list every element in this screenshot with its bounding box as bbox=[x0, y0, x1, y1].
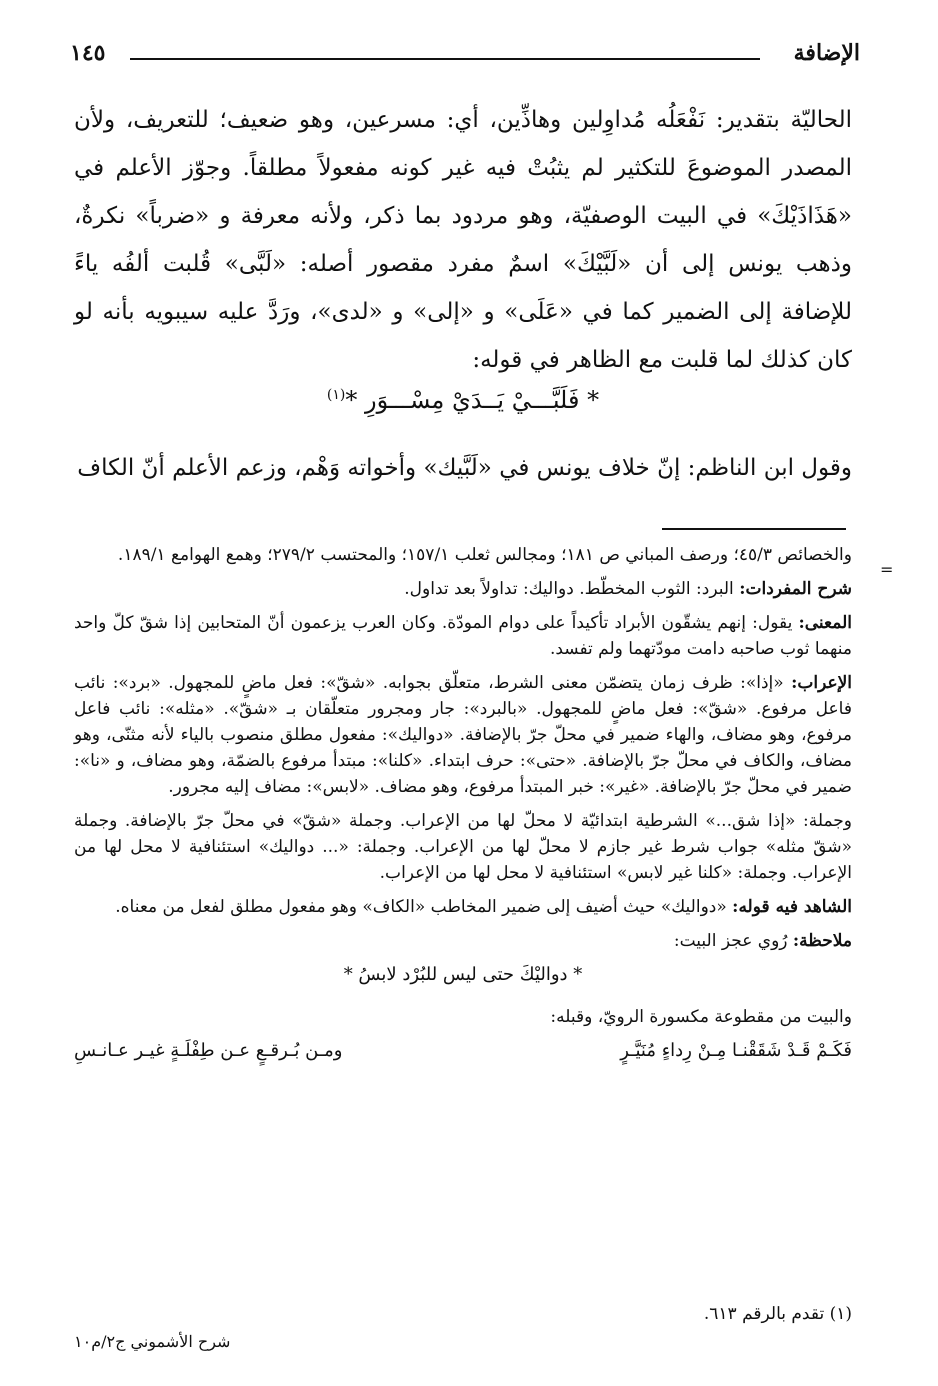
remark-note bbox=[74, 928, 852, 954]
continuation-marker: = bbox=[880, 560, 894, 579]
irab-label: الإعراب: bbox=[791, 673, 853, 693]
verse-first-hemistich: فَكَـمْ قَـدْ شَقَقْنـا مِـنْ رِداءٍ مُنَيَّـرٍ bbox=[620, 1040, 852, 1061]
poem-verse bbox=[74, 386, 852, 414]
shahid-label: الشاهد فيه قوله: bbox=[732, 897, 852, 917]
sources-note: والخصائص ٤٥/٣؛ ورصف المباني ص ١٨١؛ ومجالس ثعلب ١٥٧/١؛ والمحتسب ٢٧٩/٢؛ وهمع الهوامع ١٨٩/١. bbox=[117, 545, 852, 565]
footnote: (١) تقدم بالرقم ٦١٣. bbox=[703, 1304, 852, 1324]
remark-label: ملاحظة: bbox=[792, 931, 852, 951]
page-number: ١٤٥ bbox=[70, 40, 106, 66]
irab-text: «إذا»: ظرف زمان يتضمّن معنى الشرط، متعلّق بجوابه. «شقّ»: فعل ماضٍ للمجهول. «برد»: نائب فاعل مرفوع. «شقّ»: فعل ماضٍ للمجهول. «بالبرد»: جار ومجرور متعلّقان بـ «شقّ». «مثله»: نائب فاعل مرفوع، وهو مضاف، والهاء ضمير في محلّ جرّ بالإضافة. «دواليك»: مفعول مطلق منصوب بالياء لأنه مثنّى، وهو مضاف، والكاف في محلّ جرّ بالإضافة. «حتى»: حرف ابتداء. «كلنا»: مبتدأ مرفوع بالضمّة، وهو مضاف، و «نا»: ضمير في محلّ جرّ بالإضافة. «غير»: خبر المبتدأ مرفوع، وهو مضاف. «لابس»: مضاف إليه مجرور. bbox=[74, 673, 852, 797]
footnote-ref: (١) bbox=[326, 387, 346, 403]
irab-note bbox=[74, 670, 852, 800]
vocab-note bbox=[74, 576, 852, 602]
alt-hemistich: * دواليْكَ حتى ليس للبُرْد لابسُ * bbox=[343, 964, 583, 985]
jumal-note: وجملة: «إذا شق...» الشرطية ابتدائيّة لا محلّ لها من الإعراب. وجملة «شقّ» في محلّ جرّ بالإضافة. وجملة «شقّ مثله» جواب شرط غير جازم لا محلّ لها من الإعراب. وجملة: «... دواليك» استئنافية لا محل لها من الإعراب. وجملة: «كلنا غير لابس» استئنافية لا محل لها من الإعراب. bbox=[74, 811, 852, 883]
meaning-label: المعنى: bbox=[798, 613, 852, 633]
book-signature: شرح الأشموني ج٢/م١٠ bbox=[74, 1332, 231, 1351]
shahid-note bbox=[74, 894, 852, 920]
main-text bbox=[74, 96, 852, 384]
remark-text: رُوي عجز البيت: bbox=[673, 931, 788, 951]
verse-pair bbox=[74, 1038, 852, 1064]
vocab-text: البرد: الثوب المخطّط. دواليك: تداولاً بعد تداول. bbox=[404, 579, 734, 599]
meaning-note bbox=[74, 610, 852, 662]
chapter-title: الإضافة bbox=[793, 40, 860, 66]
vocab-label: شرح المفردات: bbox=[739, 579, 852, 599]
continuation-text: وقول ابن الناظم: إنّ خلاف يونس في «لَبَّيك» وأخواته وَهْم، وزعم الأعلم أنّ الكاف bbox=[77, 455, 852, 481]
shahid-text: «دواليك» حيث أضيف إلى ضمير المخاطب «الكاف» وهو مفعول مطلق لفعل من معناه. bbox=[115, 897, 727, 917]
verse-second-hemistich: ومـن بُـرقـعٍ عـن طِفْلَـةٍ غيـر عـانـسِ bbox=[74, 1040, 343, 1061]
verse-text: * فَلَبَّـــيْ يَــدَيْ مِسْـــوَرِ * bbox=[345, 386, 600, 414]
main-paragraph: الحاليّة بتقدير: نَفْعَلُه مُداوِلين وهاذِّين، أي: مسرعين، وهو ضعيف؛ للتعريف، ولأن المصدر الموضوعَ للتكثير لم يثبُتْ فيه غير كونه مفعولاً مطلقاً. وجوّز الأعلم في «هَذَاذَيْكَ» في البيت الوصفيّة، وهو مردود بما ذكر، ولأنه معرفة و «ضرباً» نكرةٌ، وذهب يونس إلى أن «لَبَّيْكَ» اسمٌ مفرد مقصور أصله: «لَبَّى» قُلبت ألفُه ياءً للإضافة إلى الضمير كما في «عَلَى» و «إلى» و «لدى»، ورَدَّ عليه سيبويه بأنه لو كان كذلك لما قلبت مع الظاهر في قوله: bbox=[74, 107, 852, 373]
running-header bbox=[70, 38, 860, 78]
header-rule bbox=[130, 58, 760, 60]
notes-section bbox=[74, 542, 852, 1064]
meaning-text: يقول: إنهم يشقّون الأبراد تأكيداً على دوام المودّة. وكان العرب يزعمون أنّ المتحابين إذا شقّ كلّ واحد منهما ثوب صاحبه دامت مودّتهما ولم تفسد. bbox=[74, 613, 852, 659]
intro-note: والبيت من مقطوعة مكسورة الرويّ، وقبله: bbox=[550, 1007, 852, 1027]
footnote-divider bbox=[662, 528, 846, 530]
